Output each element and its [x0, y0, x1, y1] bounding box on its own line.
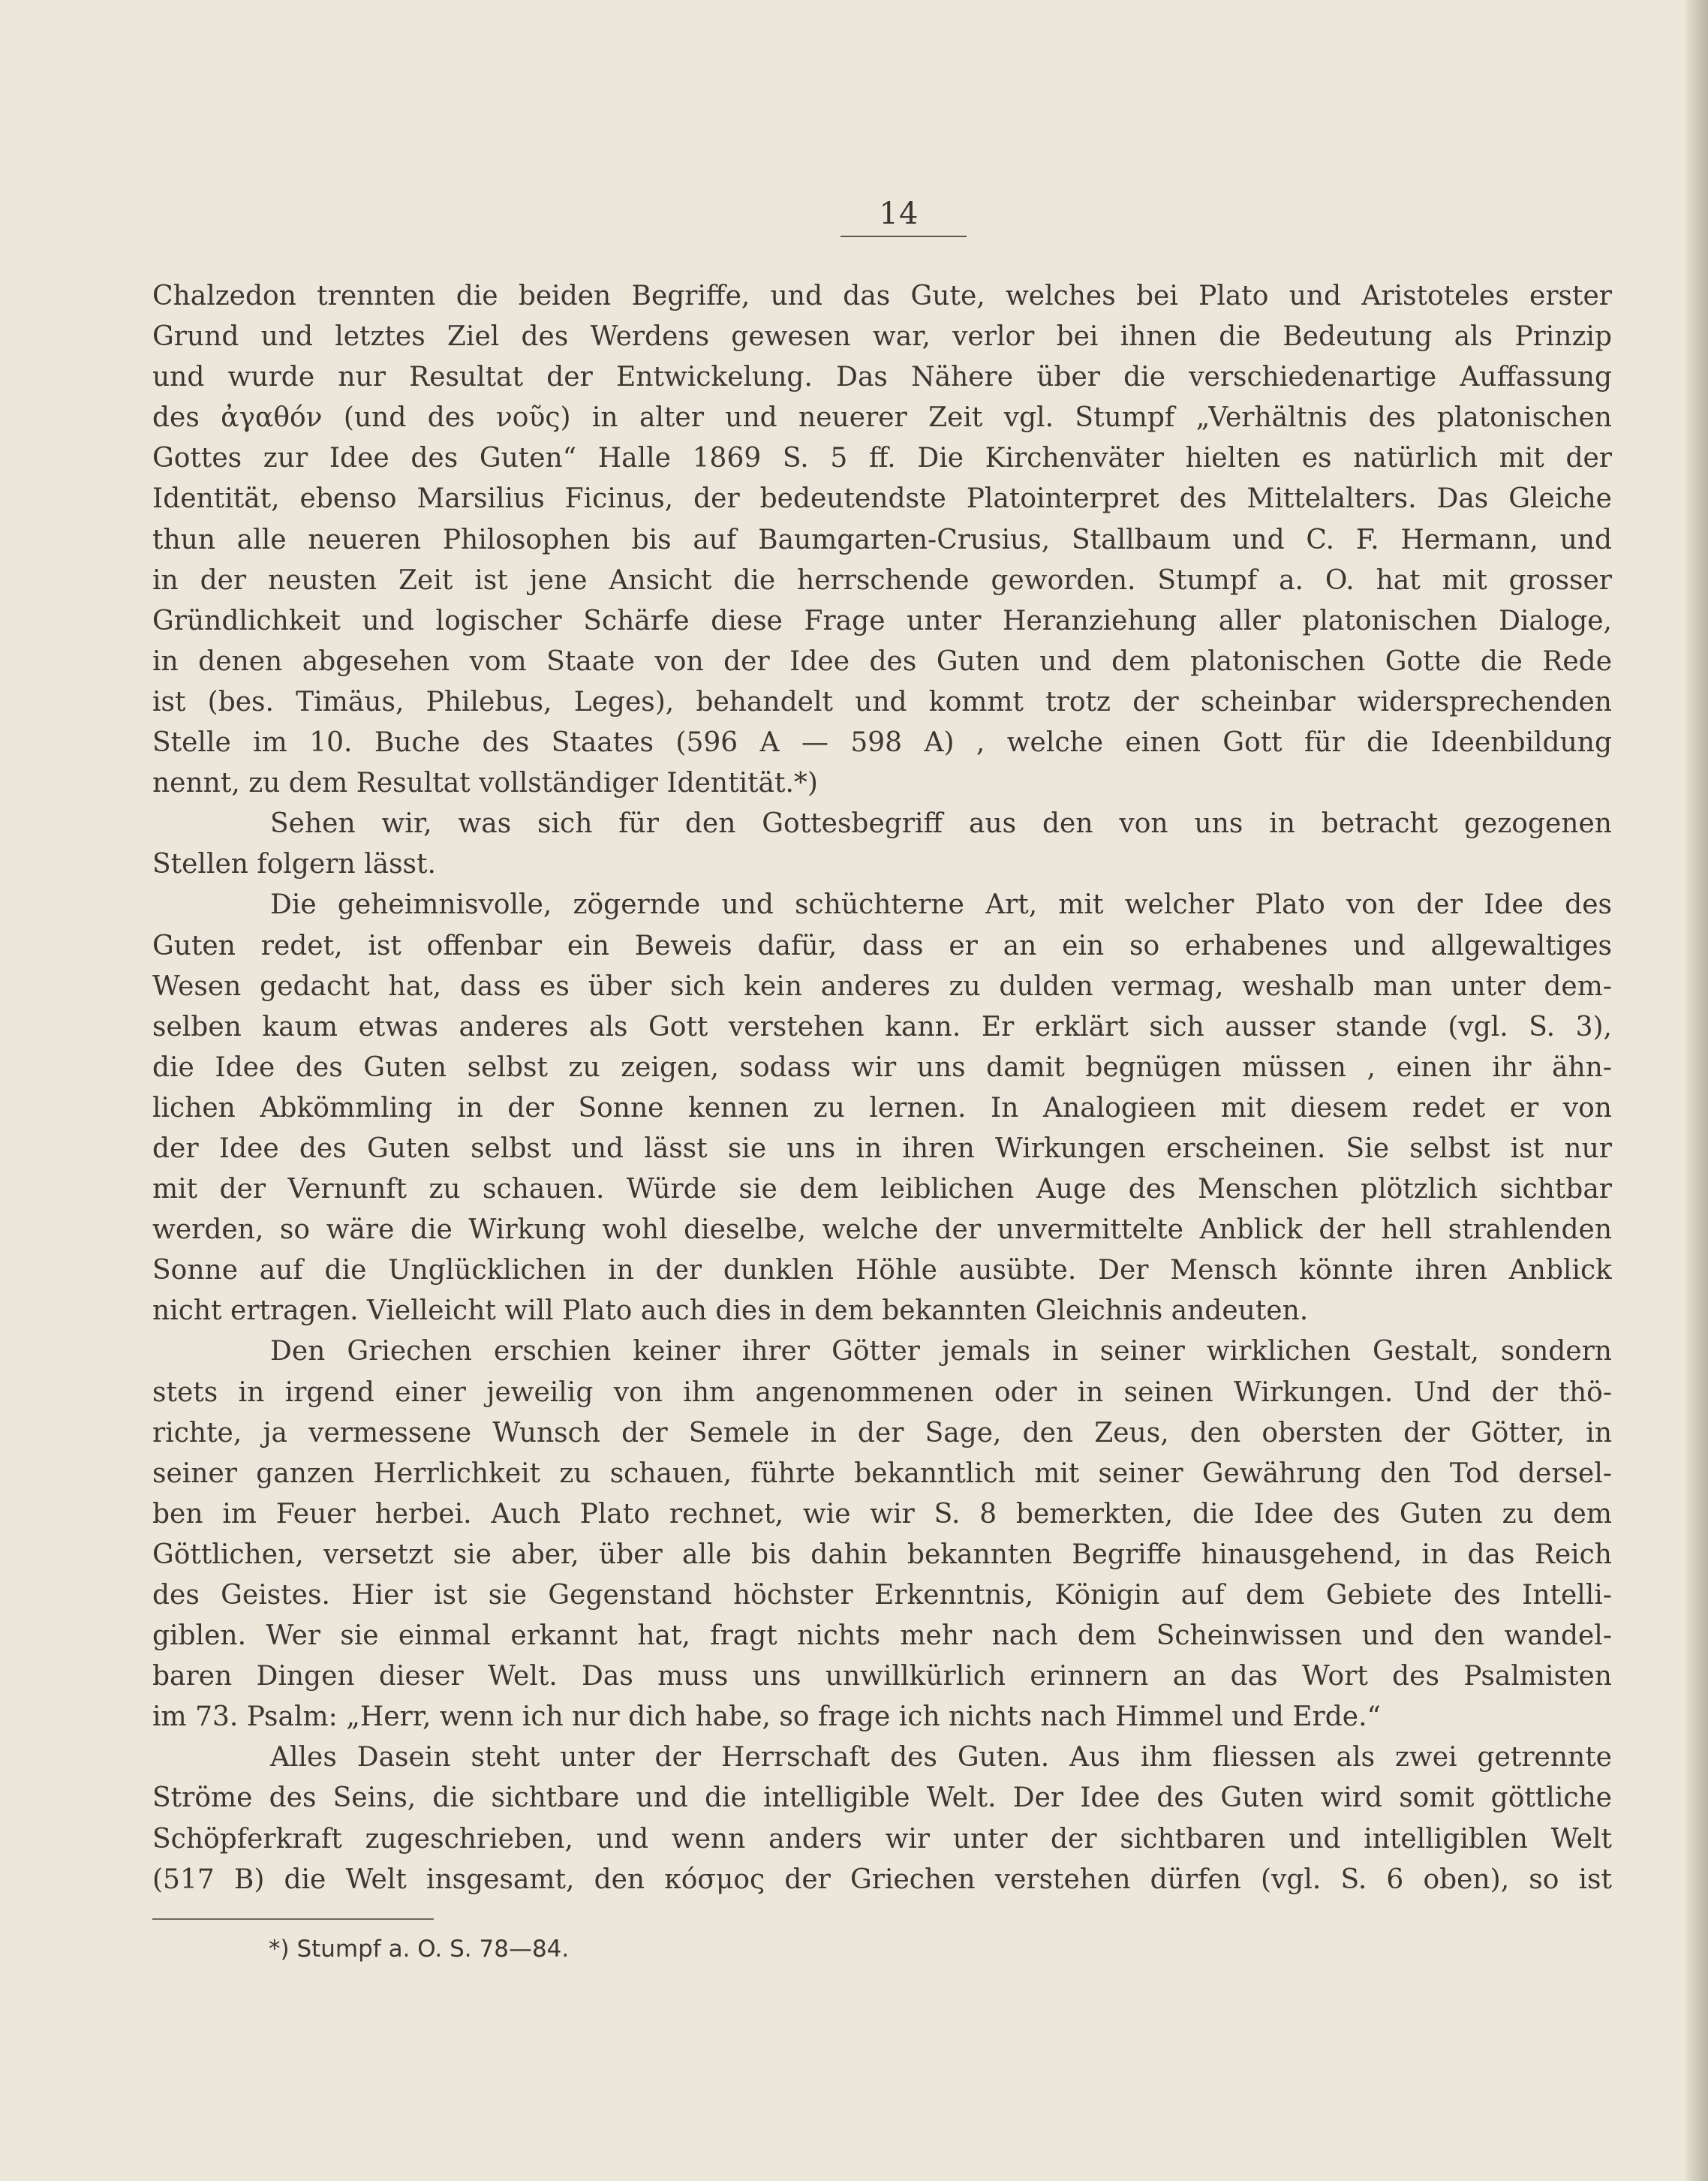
text-line: nicht ertragen. Vielleicht will Plato auch dies in dem bekannten Gleichnis andeuten.	[152, 1295, 1309, 1327]
text-line: Den Griechen erschien keiner ihrer Götter jemals in seiner wirklichen Gestalt, sondern	[270, 1336, 1612, 1367]
text-line: Sehen wir, was sich für den Gottesbegriff aus den von uns in betracht gezogenen	[270, 808, 1612, 840]
text-line: werden, so wäre die Wirkung wohl dieselbe, welche der unvermittelte Anblick der hell strahlenden	[152, 1214, 1612, 1246]
text-line: Ströme des Seins, die sichtbare und die intelligible Welt. Der Idee des Guten wird somit göttliche	[152, 1782, 1612, 1814]
footnote: *) Stumpf a. O. S. 78—84.	[269, 1936, 570, 1963]
text-line: Stelle im 10. Buche des Staates (596 A — 598 A) , welche einen Gott für die Ideenbildung	[152, 727, 1612, 759]
text-line: Göttlichen, versetzt sie aber, über alle bis dahin bekannten Begriffe hinausgehend, in das Reich	[152, 1539, 1612, 1570]
text-line: Stellen folgern lässt.	[152, 849, 436, 880]
text-line: die Idee des Guten selbst zu zeigen, sodass wir uns damit begnügen müssen , einen ihr ähn-	[152, 1051, 1612, 1083]
text-line: (517 B) die Welt insgesamt, den κόσμος der Griechen verstehen dürfen (vgl. S. 6 oben), so ist	[152, 1864, 1612, 1895]
text-line: Identität, ebenso Marsilius Ficinus, der bedeutendste Platointerpret des Mittelalters. Das Gleiche	[152, 483, 1612, 515]
text-line: Sonne auf die Unglücklichen in der dunklen Höhle ausübte. Der Mensch könnte ihren Anblick	[152, 1255, 1612, 1286]
text-line: in denen abgesehen vom Staate von der Idee des Guten und dem platonischen Gotte die Rede	[152, 645, 1612, 677]
page-number: 14	[879, 197, 919, 231]
text-line: und wurde nur Resultat der Entwickelung. Das Nähere über die verschiedenartige Auffassung	[152, 362, 1612, 393]
text-line: des ἀγαθόν (und des νοῦς) in alter und neuerer Zeit vgl. Stumpf „Verhältnis des platonischen	[152, 402, 1612, 434]
text-line: baren Dingen dieser Welt. Das muss uns unwillkürlich erinnern an das Wort des Psalmisten	[152, 1661, 1612, 1692]
text-line: ist (bes. Timäus, Philebus, Leges), behandelt und kommt trotz der scheinbar widersprechenden	[152, 686, 1612, 717]
body-text	[152, 276, 1612, 1900]
text-line: giblen. Wer sie einmal erkannt hat, fragt nichts mehr nach dem Scheinwissen und den wandel-	[152, 1620, 1612, 1652]
text-line: thun alle neueren Philosophen bis auf Baumgarten-Crusius, Stallbaum und C. F. Hermann, und	[152, 524, 1612, 555]
text-line: Die geheimnisvolle, zögernde und schüchterne Art, mit welcher Plato von der Idee des	[270, 889, 1612, 921]
text-line: selben kaum etwas anderes als Gott verstehen kann. Er erklärt sich ausser stande (vgl. S. 3),	[152, 1011, 1612, 1042]
text-line: mit der Vernunft zu schauen. Würde sie dem leiblichen Auge des Menschen plötzlich sichtbar	[152, 1174, 1612, 1205]
text-line: stets in irgend einer jeweilig von ihm angenommenen oder in seinen Wirkungen. Und der thö-	[152, 1376, 1612, 1408]
text-line: Alles Dasein steht unter der Herrschaft des Guten. Aus ihm fliessen als zwei getrennte	[270, 1742, 1612, 1773]
page-edge	[1685, 0, 1708, 2181]
text-line: lichen Abkömmling in der Sonne kennen zu lernen. In Analogieen mit diesem redet er von	[152, 1092, 1612, 1124]
text-line: Chalzedon trennten die beiden Begriffe, und das Gute, welches bei Plato und Aristoteles erster	[152, 281, 1612, 311]
text-line: ben im Feuer herbei. Auch Plato rechnet, wie wir S. 8 bemerkten, die Idee des Guten zu dem	[152, 1498, 1612, 1530]
text-line: Gründlichkeit und logischer Schärfe diese Frage unter Heranziehung aller platonischen Dialoge,	[152, 605, 1612, 636]
page-number-rule	[840, 236, 967, 237]
text-line: Wesen gedacht hat, dass es über sich kein anderes zu dulden vermag, weshalb man unter dem-	[152, 970, 1612, 1002]
text-line: der Idee des Guten selbst und lässt sie uns in ihren Wirkungen erscheinen. Sie selbst ist nur	[152, 1133, 1612, 1164]
text-line: seiner ganzen Herrlichkeit zu schauen, führte bekanntlich mit seiner Gewährung den Tod dersel-	[152, 1458, 1612, 1489]
text-line: in der neusten Zeit ist jene Ansicht die herrschende geworden. Stumpf a. O. hat mit grosser	[152, 564, 1612, 596]
text-line: Schöpferkraft zugeschrieben, und wenn anders wir unter der sichtbaren und intelligiblen Welt	[152, 1823, 1612, 1855]
text-line: Gottes zur Idee des Guten“ Halle 1869 S. 5 ff. Die Kirchenväter hielten es natürlich mit der	[152, 443, 1612, 474]
text-line: Grund und letztes Ziel des Werdens gewesen war, verlor bei ihnen die Bedeutung als Prinzip	[152, 321, 1612, 353]
text-line: nennt, zu dem Resultat vollständiger Identität.*)	[152, 768, 818, 799]
text-line: des Geistes. Hier ist sie Gegenstand höchster Erkenntnis, Königin auf dem Gebiete des Intelli-	[152, 1580, 1612, 1611]
text-line: im 73. Psalm: „Herr, wenn ich nur dich habe, so frage ich nichts nach Himmel und Erde.“	[152, 1701, 1381, 1733]
footnote-rule	[152, 1918, 434, 1920]
text-line: richte, ja vermessene Wunsch der Semele in der Sage, den Zeus, den obersten der Götter, in	[152, 1417, 1612, 1448]
text-line: Guten redet, ist offenbar ein Beweis dafür, dass er an ein so erhabenes und allgewaltiges	[152, 930, 1612, 961]
